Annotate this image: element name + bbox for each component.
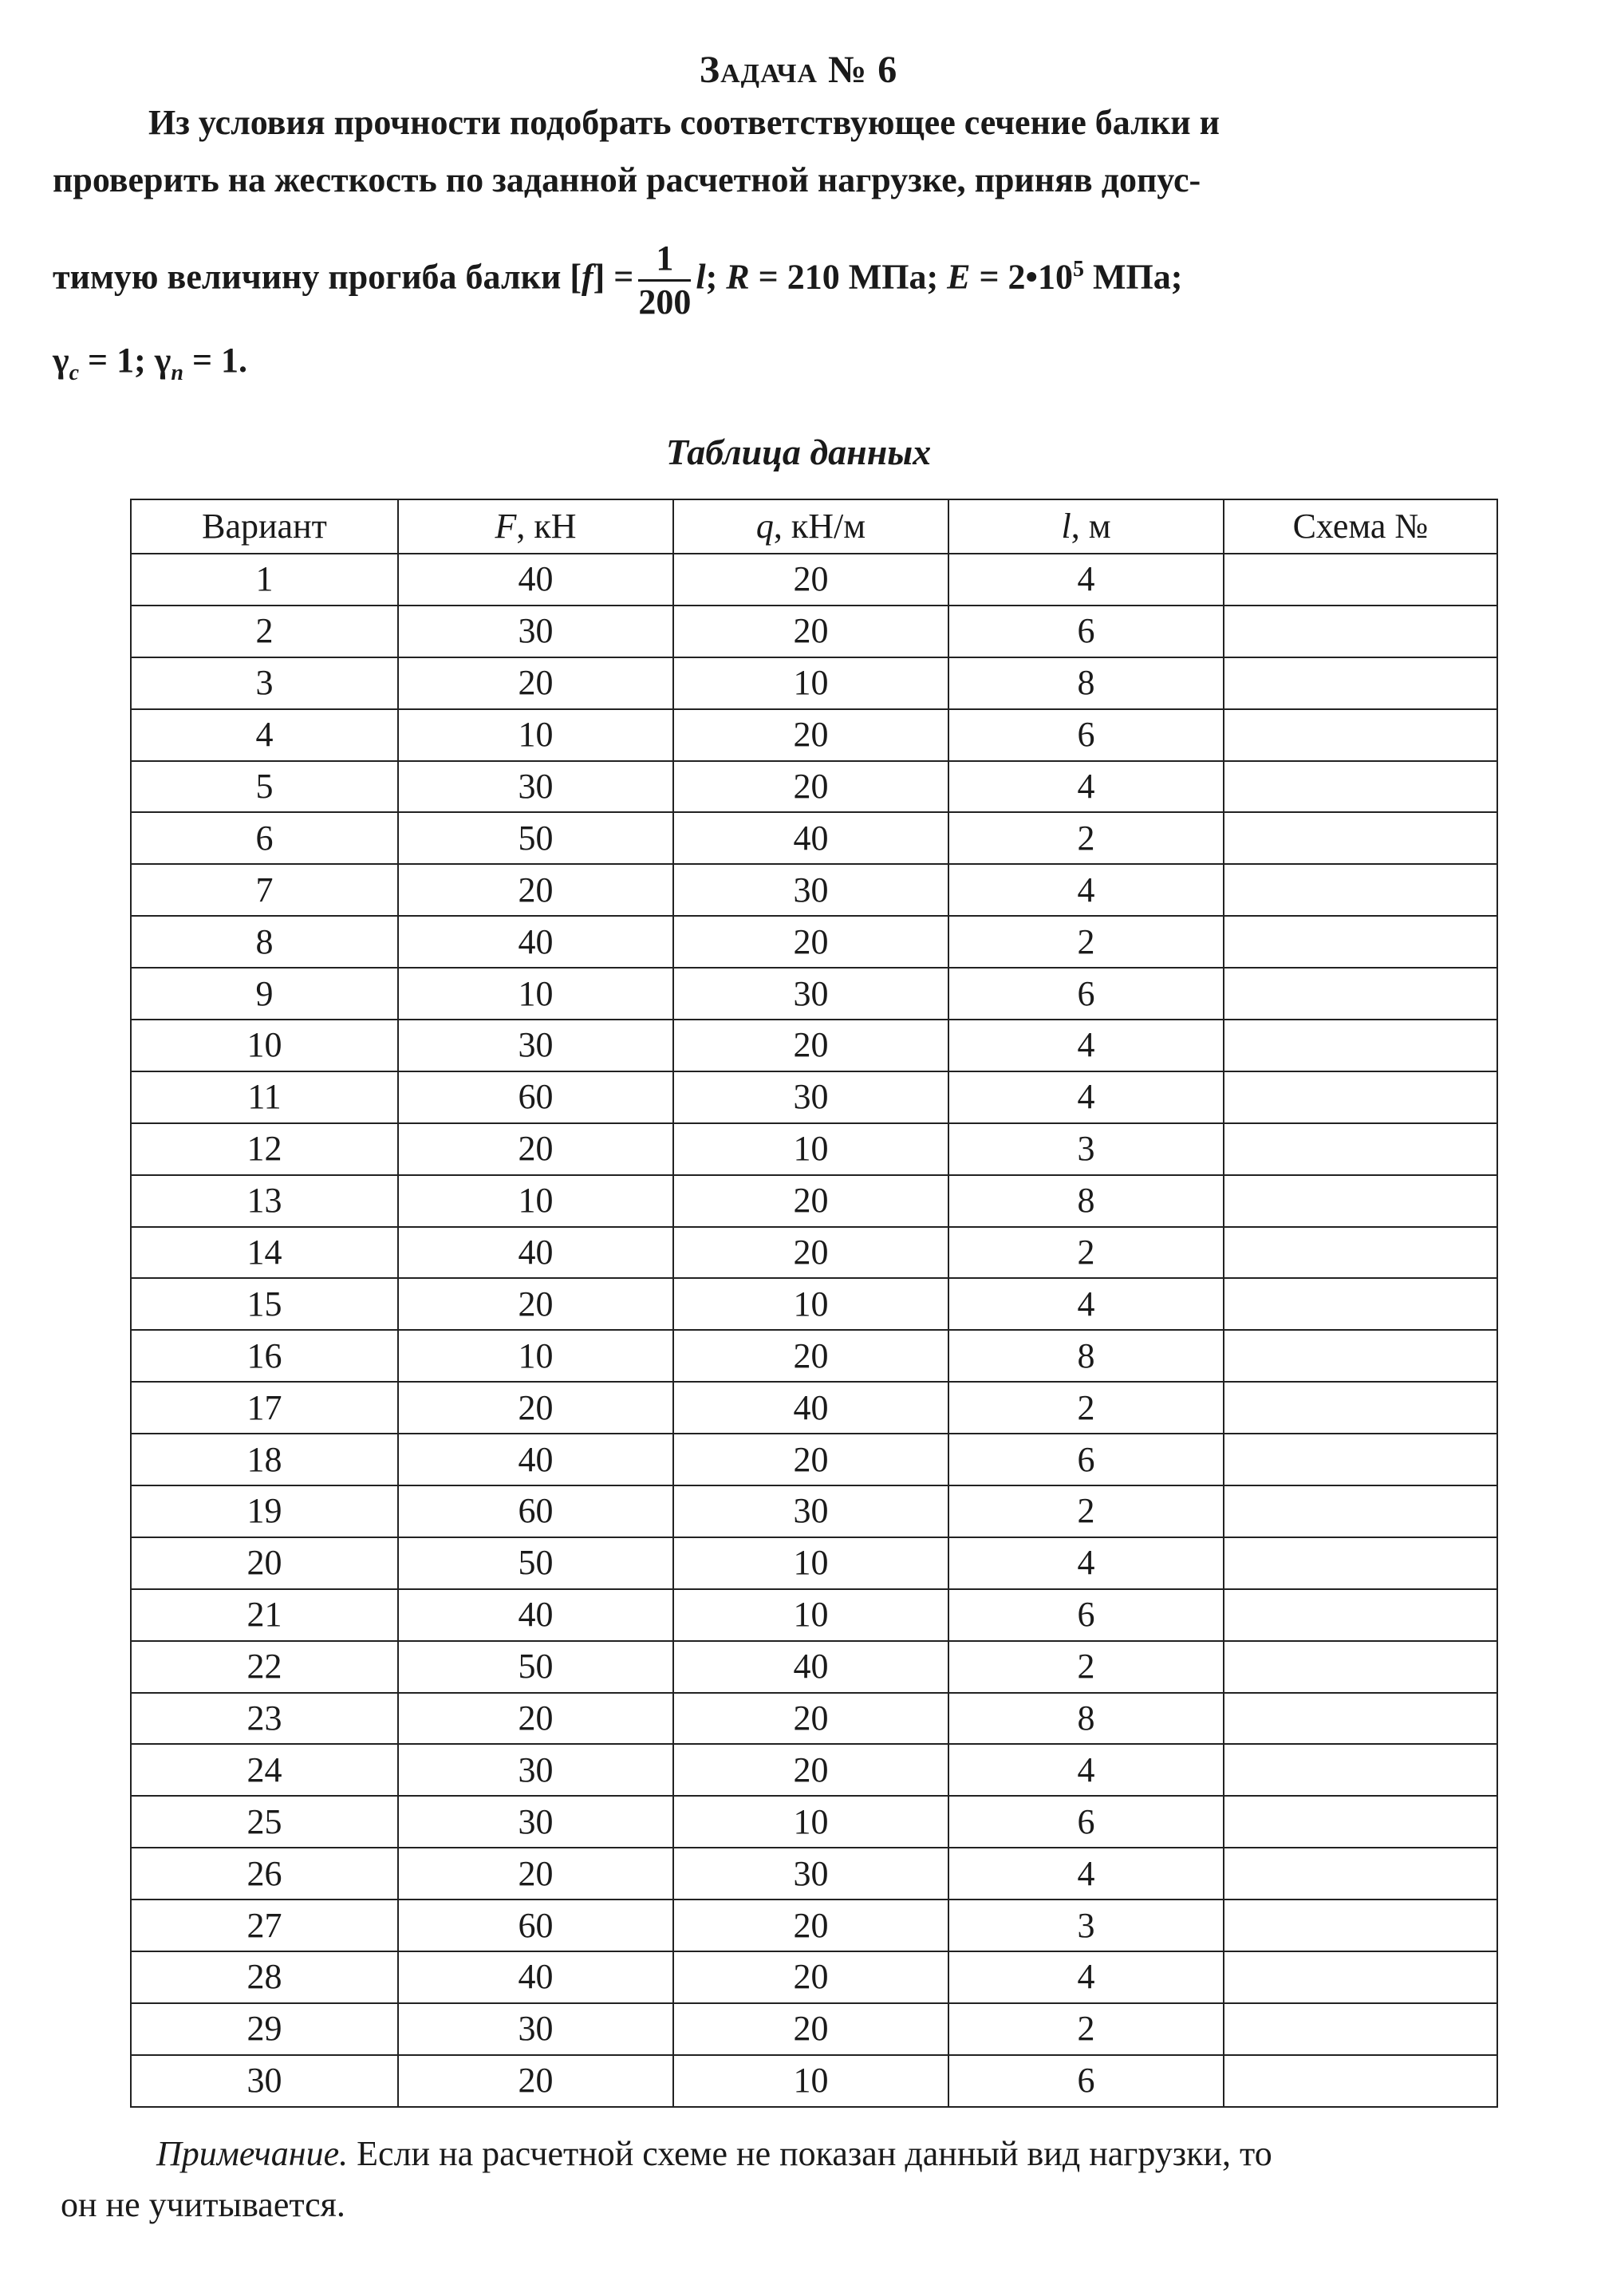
table-row: [131, 1123, 1497, 1175]
cell-force: 40: [398, 1589, 673, 1641]
cell-load: 20: [673, 709, 948, 761]
cell-length: 2: [948, 916, 1224, 968]
cell-variant: 23: [131, 1693, 398, 1745]
cell-scheme: [1224, 606, 1497, 657]
cell-scheme: [1224, 1434, 1497, 1485]
cell-length: 6: [948, 968, 1224, 1020]
cell-variant: 21: [131, 1589, 398, 1641]
cell-load: 10: [673, 1796, 948, 1848]
table-body: [131, 554, 1497, 2107]
cell-variant: 16: [131, 1330, 398, 1382]
cell-scheme: [1224, 657, 1497, 709]
table-row: [131, 1848, 1497, 1900]
cell-length: 4: [948, 1744, 1224, 1796]
table-row: [131, 2055, 1497, 2107]
table-row: [131, 1020, 1497, 1071]
cell-force: 40: [398, 916, 673, 968]
cell-variant: 2: [131, 606, 398, 657]
cell-load: 10: [673, 1589, 948, 1641]
cell-variant: 26: [131, 1848, 398, 1900]
cell-length: 2: [948, 1485, 1224, 1537]
table-row: [131, 1434, 1497, 1485]
cell-scheme: [1224, 1278, 1497, 1330]
condition-line-2: проверить на жесткость по заданной расчетной нагрузке, приняв допус-: [53, 160, 1201, 199]
cell-length: 2: [948, 1227, 1224, 1279]
cell-scheme: [1224, 1744, 1497, 1796]
cell-variant: 10: [131, 1020, 398, 1071]
cell-variant: 30: [131, 2055, 398, 2107]
cell-load: 20: [673, 1744, 948, 1796]
cell-scheme: [1224, 1485, 1497, 1537]
cell-load: 20: [673, 606, 948, 657]
cell-force: 20: [398, 1123, 673, 1175]
cell-load: 40: [673, 1641, 948, 1693]
cell-load: 40: [673, 812, 948, 864]
cell-load: 20: [673, 1900, 948, 1951]
cell-load: 20: [673, 1020, 948, 1071]
cell-load: 30: [673, 1485, 948, 1537]
cell-scheme: [1224, 1020, 1497, 1071]
cell-length: 4: [948, 864, 1224, 916]
table-row: [131, 968, 1497, 1020]
cell-length: 6: [948, 606, 1224, 657]
cell-force: 30: [398, 1744, 673, 1796]
cell-scheme: [1224, 1123, 1497, 1175]
data-table: [130, 499, 1498, 2108]
cell-variant: 8: [131, 916, 398, 968]
cell-force: 50: [398, 812, 673, 864]
cell-load: 10: [673, 1123, 948, 1175]
table-row: [131, 1641, 1497, 1693]
cell-force: 50: [398, 1537, 673, 1589]
cell-load: 20: [673, 1175, 948, 1227]
cell-variant: 13: [131, 1175, 398, 1227]
cell-length: 8: [948, 657, 1224, 709]
header-scheme: Схема №: [1224, 499, 1497, 554]
cell-load: 30: [673, 1071, 948, 1123]
cell-variant: 24: [131, 1744, 398, 1796]
cell-variant: 19: [131, 1485, 398, 1537]
table-row: [131, 812, 1497, 864]
cell-scheme: [1224, 1227, 1497, 1279]
cell-force: 20: [398, 657, 673, 709]
cell-variant: 27: [131, 1900, 398, 1951]
cell-scheme: [1224, 554, 1497, 606]
cell-length: 4: [948, 761, 1224, 813]
header-load: q, кН/м: [673, 499, 948, 554]
condition-line-3: тимую величину прогиба балки [f] = $\frac{1}{200}$ l; R = 210 МПа; $E = 2•10^5$ МПа;: [53, 239, 1183, 322]
cell-length: 2: [948, 812, 1224, 864]
cell-length: 6: [948, 709, 1224, 761]
cell-variant: 18: [131, 1434, 398, 1485]
cell-length: 6: [948, 2055, 1224, 2107]
table-caption: Таблица данных: [665, 432, 932, 472]
cell-scheme: [1224, 1796, 1497, 1848]
table-row: [131, 1796, 1497, 1848]
cell-force: 30: [398, 1796, 673, 1848]
cell-load: 20: [673, 554, 948, 606]
table-row: [131, 1227, 1497, 1279]
cell-force: 20: [398, 1693, 673, 1745]
cell-scheme: [1224, 2055, 1497, 2107]
deflection-fraction: $\frac{1}{200}$: [638, 239, 692, 322]
cell-scheme: [1224, 1900, 1497, 1951]
condition-line-1: Из условия прочности подобрать соответствующее сечение балки и: [148, 103, 1220, 142]
cell-scheme: [1224, 1693, 1497, 1745]
cell-scheme: [1224, 1330, 1497, 1382]
cell-scheme: [1224, 1382, 1497, 1434]
cell-length: 2: [948, 1382, 1224, 1434]
cell-variant: 20: [131, 1537, 398, 1589]
cell-variant: 6: [131, 812, 398, 864]
cell-load: 20: [673, 1693, 948, 1745]
table-row: [131, 1175, 1497, 1227]
cell-variant: 12: [131, 1123, 398, 1175]
table-row: [131, 1900, 1497, 1951]
cell-force: 10: [398, 1175, 673, 1227]
cell-load: 10: [673, 2055, 948, 2107]
cell-load: 30: [673, 968, 948, 1020]
task-title: Задача № 6: [699, 49, 898, 91]
cell-scheme: [1224, 916, 1497, 968]
note-text-continued: он не учитывается.: [61, 2185, 345, 2224]
cell-force: 10: [398, 1330, 673, 1382]
table-header-row: [131, 499, 1497, 554]
table-row: [131, 916, 1497, 968]
cell-force: 20: [398, 1382, 673, 1434]
cell-load: 30: [673, 864, 948, 916]
table-row: [131, 1693, 1497, 1745]
cell-variant: 29: [131, 2003, 398, 2055]
cell-variant: 25: [131, 1796, 398, 1848]
table-row: [131, 1330, 1497, 1382]
cell-scheme: [1224, 1951, 1497, 2003]
note-lead: Примечание.: [156, 2134, 349, 2173]
cell-length: 6: [948, 1434, 1224, 1485]
table-row: [131, 1382, 1497, 1434]
cell-variant: 9: [131, 968, 398, 1020]
cell-length: 4: [948, 554, 1224, 606]
cell-scheme: [1224, 1589, 1497, 1641]
cell-force: 20: [398, 864, 673, 916]
cell-length: 4: [948, 1278, 1224, 1330]
cell-length: 8: [948, 1330, 1224, 1382]
cell-scheme: [1224, 1537, 1497, 1589]
cell-force: 50: [398, 1641, 673, 1693]
cell-force: 60: [398, 1900, 673, 1951]
cell-load: 10: [673, 657, 948, 709]
cell-length: 3: [948, 1123, 1224, 1175]
cell-length: 4: [948, 1020, 1224, 1071]
cell-length: 4: [948, 1951, 1224, 2003]
cell-variant: 22: [131, 1641, 398, 1693]
table-row: [131, 606, 1497, 657]
cell-scheme: [1224, 1641, 1497, 1693]
cell-load: 20: [673, 1434, 948, 1485]
cell-variant: 1: [131, 554, 398, 606]
cell-variant: 14: [131, 1227, 398, 1279]
cell-load: 20: [673, 2003, 948, 2055]
cell-load: 20: [673, 916, 948, 968]
cell-force: 20: [398, 1848, 673, 1900]
table-row: [131, 1589, 1497, 1641]
table-row: [131, 1951, 1497, 2003]
table-row: [131, 2003, 1497, 2055]
table-row: [131, 1071, 1497, 1123]
cell-variant: 28: [131, 1951, 398, 2003]
cell-scheme: [1224, 968, 1497, 1020]
cell-length: 2: [948, 2003, 1224, 2055]
cell-length: 6: [948, 1589, 1224, 1641]
cell-scheme: [1224, 2003, 1497, 2055]
cell-scheme: [1224, 1175, 1497, 1227]
cell-force: 30: [398, 1020, 673, 1071]
table-row: [131, 864, 1497, 916]
cell-scheme: [1224, 709, 1497, 761]
cell-variant: 3: [131, 657, 398, 709]
cell-force: 30: [398, 606, 673, 657]
header-force: F, кН: [398, 499, 673, 554]
cell-variant: 5: [131, 761, 398, 813]
cell-scheme: [1224, 1071, 1497, 1123]
cell-length: 2: [948, 1641, 1224, 1693]
cell-load: 10: [673, 1278, 948, 1330]
table-row: [131, 1278, 1497, 1330]
cell-force: 10: [398, 968, 673, 1020]
table-row: [131, 1744, 1497, 1796]
cell-force: 40: [398, 1227, 673, 1279]
table-row: [131, 657, 1497, 709]
cell-force: 30: [398, 2003, 673, 2055]
cell-force: 40: [398, 1951, 673, 2003]
cell-length: 4: [948, 1848, 1224, 1900]
cell-variant: 17: [131, 1382, 398, 1434]
cell-scheme: [1224, 761, 1497, 813]
condition-line-4: $\gamma_c = 1$; $\gamma_n = 1$.: [53, 341, 248, 385]
cell-length: 8: [948, 1175, 1224, 1227]
cell-load: 20: [673, 761, 948, 813]
cell-force: 20: [398, 1278, 673, 1330]
cell-length: 6: [948, 1796, 1224, 1848]
cell-force: 40: [398, 1434, 673, 1485]
table-row: [131, 554, 1497, 606]
cell-scheme: [1224, 1848, 1497, 1900]
cell-force: 60: [398, 1485, 673, 1537]
cell-scheme: [1224, 812, 1497, 864]
cell-scheme: [1224, 864, 1497, 916]
cell-variant: 7: [131, 864, 398, 916]
cell-force: 10: [398, 709, 673, 761]
cell-length: 3: [948, 1900, 1224, 1951]
cell-length: 4: [948, 1071, 1224, 1123]
header-length: l, м: [948, 499, 1224, 554]
cell-variant: 4: [131, 709, 398, 761]
note-text: Если на расчетной схеме не показан данный вид нагрузки, то: [348, 2134, 1272, 2173]
table-row: [131, 709, 1497, 761]
cell-force: 60: [398, 1071, 673, 1123]
cell-force: 30: [398, 761, 673, 813]
cell-force: 40: [398, 554, 673, 606]
table-row: [131, 761, 1497, 813]
cell-load: 30: [673, 1848, 948, 1900]
cell-load: 20: [673, 1951, 948, 2003]
cell-load: 20: [673, 1330, 948, 1382]
cell-length: 8: [948, 1693, 1224, 1745]
cell-load: 20: [673, 1227, 948, 1279]
table-row: [131, 1537, 1497, 1589]
header-variant: Вариант: [131, 499, 398, 554]
cell-force: 20: [398, 2055, 673, 2107]
cell-load: 10: [673, 1537, 948, 1589]
note: [61, 2128, 1560, 2231]
cell-load: 40: [673, 1382, 948, 1434]
cell-variant: 15: [131, 1278, 398, 1330]
cell-length: 4: [948, 1537, 1224, 1589]
cell-variant: 11: [131, 1071, 398, 1123]
table-row: [131, 1485, 1497, 1537]
